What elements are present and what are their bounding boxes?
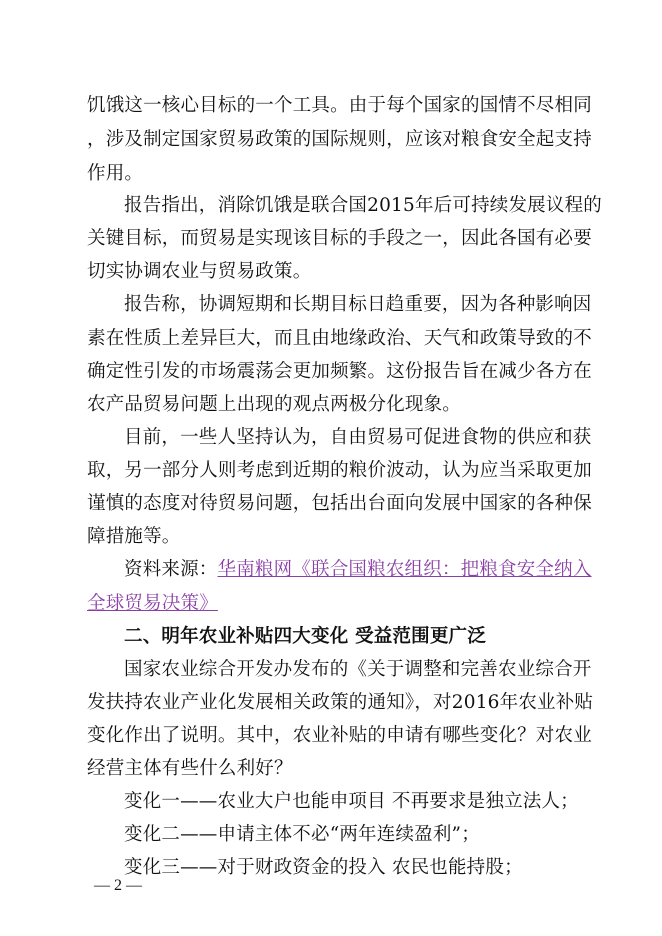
text-line: 取，另一部分人则考虑到近期的粮价波动，认为应当采取更加	[87, 460, 592, 481]
text-line: 国家农业综合开发办发布的《关于调整和完善农业综合开	[124, 659, 592, 680]
source-line	[124, 557, 592, 583]
source-link-continued[interactable]: 全球贸易决策》	[87, 593, 218, 614]
text-line: 谨慎的态度对待贸易问题，包括出台面向发展中国家的各种保	[87, 493, 592, 514]
page-number: — 2 —	[94, 877, 142, 894]
text-line: 农产品贸易问题上出现的观点两极分化现象。	[87, 394, 462, 415]
text-line: 障措施等。	[87, 526, 181, 547]
section-heading: 二、明年农业补贴四大变化 受益范围更广泛	[124, 626, 486, 647]
text-line: 报告指出，消除饥饿是联合国2015年后可持续发展议程的	[124, 195, 602, 216]
list-item: 变化二——申请主体不必“两年连续盈利”；	[124, 824, 480, 845]
text-line: 饥饿这一核心目标的一个工具。由于每个国家的国情不尽相同	[87, 95, 592, 116]
text-line: 关键目标，而贸易是实现该目标的手段之一，因此各国有必要	[87, 228, 592, 249]
source-link[interactable]: 华南粮网《联合国粮农组织：把粮食安全纳入	[217, 559, 592, 580]
list-item: 变化三——对于财政资金的投入 农民也能持股；	[124, 857, 523, 878]
text-line: 素在性质上差异巨大，而且由地缘政治、天气和政策导致的不	[87, 328, 592, 349]
text-line: 目前，一些人坚持认为，自由贸易可促进食物的供应和获	[124, 427, 592, 448]
source-line-continued	[87, 591, 577, 617]
text-line: ，涉及制定国家贸易政策的国际规则，应该对粮食安全起支持	[87, 129, 592, 150]
text-line: 报告称，协调短期和长期目标日趋重要，因为各种影响因	[124, 294, 592, 315]
text-line: 变化作出了说明。其中，农业补贴的申请有哪些变化？对农业	[87, 725, 592, 746]
text-line: 切实协调农业与贸易政策。	[87, 261, 312, 282]
list-item: 变化一——农业大户也能申项目 不再要求是独立法人；	[124, 791, 579, 812]
text-line: 作用。	[87, 163, 144, 184]
text-line: 发扶持农业产业化发展相关政策的通知》，对2016年农业补贴	[87, 692, 594, 713]
source-label: 资料来源：	[124, 559, 218, 580]
text-line: 经营主体有些什么利好？	[87, 758, 293, 779]
text-line: 确定性引发的市场震荡会更加频繁。这份报告旨在减少各方在	[87, 361, 592, 382]
